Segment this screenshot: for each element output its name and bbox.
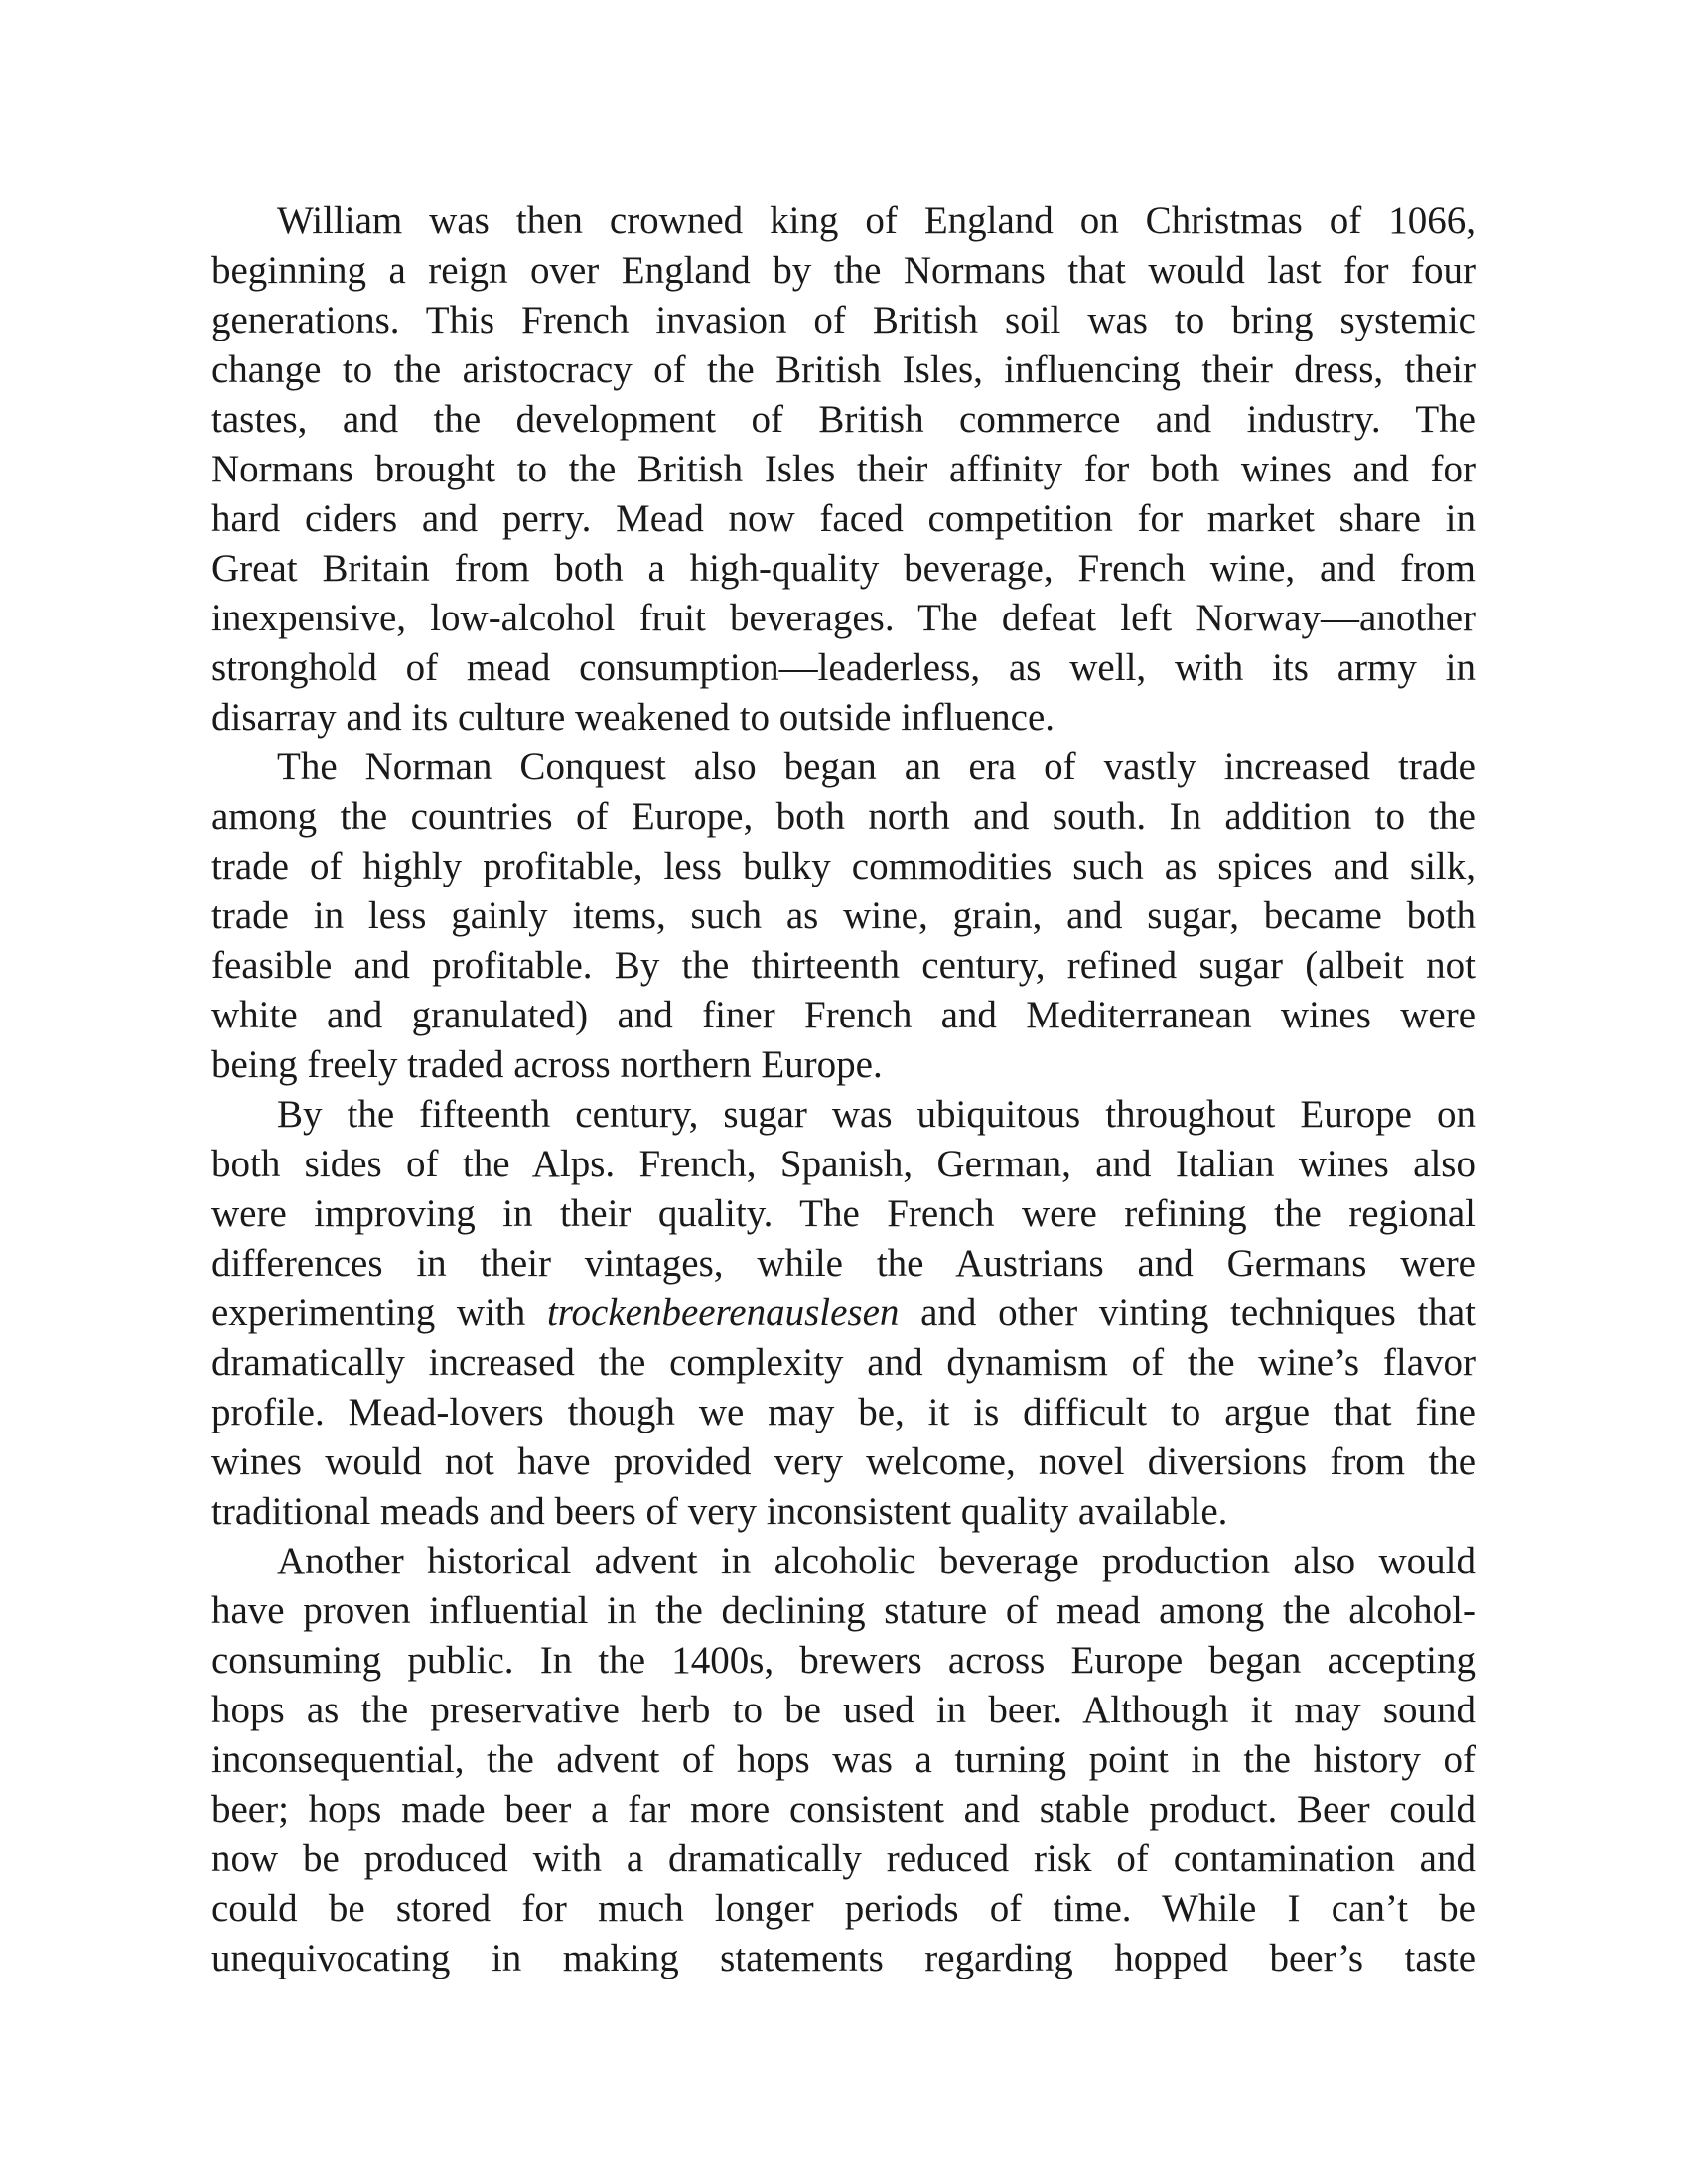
text-line: feasible and profitable. By the thirteenth century, refined sugar (albeit not [211, 944, 1476, 987]
text-line: wines would not have provided very welcome, novel diversions from the [211, 1440, 1476, 1483]
text-line: dramatically increased the complexity and dynamism of the wine’s flavor [211, 1341, 1476, 1384]
text-line: hard ciders and perry. Mead now faced competition for market share in [211, 497, 1476, 540]
text-line: both sides of the Alps. French, Spanish, German, and Italian wines also [211, 1143, 1476, 1185]
text-line: Great Britain from both a high-quality beverage, French wine, and from [211, 547, 1476, 590]
paragraph [211, 197, 1476, 743]
text-line: hops as the preservative herb to be used in beer. Although it may sound [211, 1689, 1476, 1731]
paragraph [211, 743, 1476, 1090]
text-line: were improving in their quality. The French were refining the regional [211, 1192, 1476, 1235]
text-segment: and other vinting techniques that [899, 1292, 1476, 1334]
text-line-mixed [211, 1289, 1476, 1338]
paragraph [211, 1090, 1476, 1537]
text-line: beer; hops made beer a far more consistent and stable product. Beer could [211, 1788, 1476, 1831]
page-body [211, 197, 1476, 1983]
text-line: differences in their vintages, while the Austrians and Germans were [211, 1242, 1476, 1285]
text-line: trade of highly profitable, less bulky commodities such as spices and silk, [211, 845, 1476, 887]
paragraph [211, 1537, 1476, 1983]
text-line: consuming public. In the 1400s, brewers across Europe began accepting [211, 1639, 1476, 1682]
text-line: disarray and its culture weakened to outside influence. [211, 696, 1055, 739]
text-line: By the fifteenth century, sugar was ubiquitous throughout Europe on [277, 1093, 1476, 1136]
text-line: Normans brought to the British Isles their affinity for both wines and for [211, 448, 1476, 490]
text-line: white and granulated) and finer French and Mediterranean wines were [211, 994, 1476, 1036]
italic-term: trockenbeerenauslesen [546, 1292, 900, 1334]
text-line: William was then crowned king of England on Christmas of 1066, [277, 200, 1476, 242]
text-line: stronghold of mead consumption—leaderless, as well, with its army in [211, 646, 1476, 689]
text-line: now be produced with a dramatically reduced risk of contamination and [211, 1838, 1476, 1880]
text-line: among the countries of Europe, both north and south. In addition to the [211, 795, 1476, 838]
text-segment: experimenting with [211, 1292, 526, 1334]
text-line: The Norman Conquest also began an era of vastly increased trade [277, 746, 1476, 788]
text-line: generations. This French invasion of British soil was to bring systemic [211, 299, 1476, 341]
text-line: unequivocating in making statements regarding hopped beer’s taste [211, 1937, 1476, 1979]
text-line: could be stored for much longer periods of time. While I can’t be [211, 1887, 1476, 1930]
text-line: traditional meads and beers of very inconsistent quality available. [211, 1490, 1228, 1533]
text-line: change to the aristocracy of the British Isles, influencing their dress, their [211, 348, 1476, 391]
text-line: have proven influential in the declining stature of mead among the alcohol- [211, 1589, 1476, 1632]
text-line: beginning a reign over England by the Normans that would last for four [211, 249, 1476, 292]
text-line: being freely traded across northern Europe. [211, 1043, 883, 1086]
text-line: Another historical advent in alcoholic beverage production also would [277, 1540, 1476, 1582]
text-line: tastes, and the development of British commerce and industry. The [211, 398, 1476, 441]
text-line: profile. Mead-lovers though we may be, it is difficult to argue that fine [211, 1391, 1476, 1433]
text-line: trade in less gainly items, such as wine, grain, and sugar, became both [211, 894, 1476, 937]
text-line: inexpensive, low-alcohol fruit beverages. The defeat left Norway—another [211, 597, 1476, 639]
text-line: inconsequential, the advent of hops was a turning point in the history of [211, 1738, 1476, 1781]
